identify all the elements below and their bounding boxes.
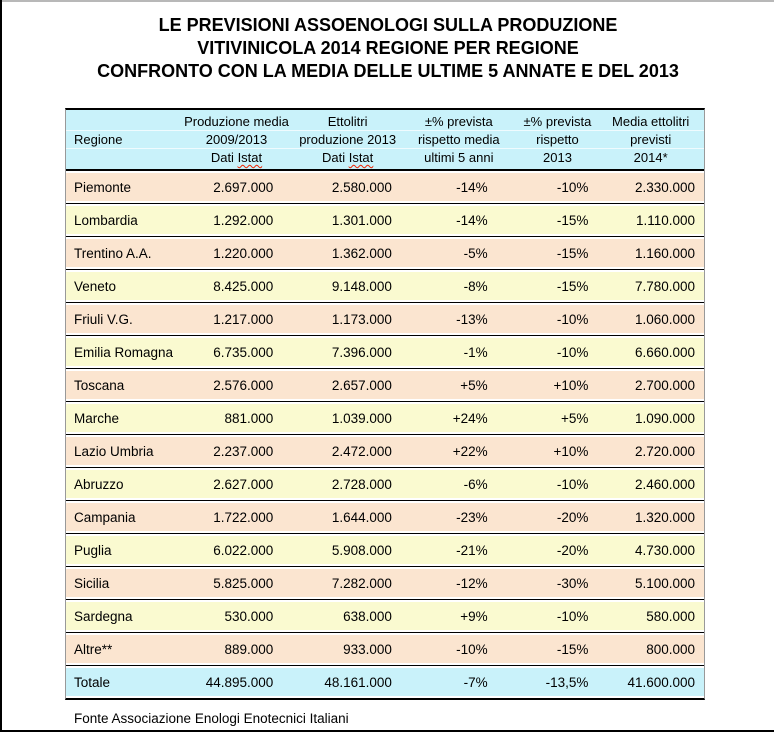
cell-prev2014: 1.320.000 bbox=[634, 509, 696, 525]
table-row bbox=[66, 435, 704, 468]
cell-region: Friuli V.G. bbox=[74, 311, 133, 327]
cell-region: Trentino A.A. bbox=[74, 245, 152, 261]
cell-pct_2013: -13,5% bbox=[545, 674, 589, 690]
header-row bbox=[66, 112, 704, 130]
header-cell: 2009/2013 bbox=[205, 132, 268, 147]
cell-media: 2.576.000 bbox=[213, 377, 274, 393]
header-cell: rispetto media bbox=[417, 132, 500, 147]
cell-region: Toscana bbox=[74, 377, 125, 393]
cell-region: Sardegna bbox=[74, 608, 133, 624]
cell-ett2013: 7.282.000 bbox=[331, 575, 392, 591]
cell-ett2013: 933.000 bbox=[343, 641, 392, 657]
table-row bbox=[66, 237, 704, 270]
cell-prev2014: 2.460.000 bbox=[634, 476, 696, 492]
table-row bbox=[66, 567, 704, 600]
cell-pct_media: +9% bbox=[460, 608, 488, 624]
header-row bbox=[66, 148, 704, 166]
header-cell: Dati Istat bbox=[321, 150, 374, 165]
header-row bbox=[66, 130, 704, 148]
cell-pct_2013: -10% bbox=[556, 311, 589, 327]
cell-pct_2013: -15% bbox=[556, 278, 589, 294]
cell-ett2013: 2.657.000 bbox=[331, 377, 392, 393]
row-band bbox=[66, 536, 704, 564]
header-cell: Produzione media bbox=[184, 113, 289, 129]
cell-ett2013: 9.148.000 bbox=[331, 278, 392, 294]
cell-prev2014: 7.780.000 bbox=[634, 278, 696, 294]
cell-prev2014: 5.100.000 bbox=[634, 575, 696, 591]
table-row bbox=[66, 171, 704, 204]
cell-prev2014: 2.720.000 bbox=[634, 443, 696, 459]
row-band bbox=[66, 404, 704, 432]
cell-pct_2013: -20% bbox=[556, 542, 589, 558]
cell-ett2013: 5.908.000 bbox=[331, 542, 392, 558]
table-row bbox=[66, 600, 704, 633]
cell-prev2014: 800.000 bbox=[646, 641, 696, 657]
cell-media: 1.292.000 bbox=[213, 212, 274, 228]
header-cell: previsti bbox=[630, 132, 672, 147]
cell-region: Veneto bbox=[74, 278, 117, 294]
cell-ett2013: 1.039.000 bbox=[331, 410, 392, 426]
table-row bbox=[66, 270, 704, 303]
header-cell: rispetto bbox=[536, 132, 579, 147]
cell-prev2014: 2.700.000 bbox=[634, 377, 696, 393]
source-note: Fonte Associazione Enologi Enotecnici Italiani bbox=[74, 711, 349, 726]
cell-region: Marche bbox=[74, 410, 120, 426]
cell-pct_media: -5% bbox=[463, 245, 488, 261]
cell-prev2014: 1.090.000 bbox=[634, 410, 696, 426]
cell-pct_2013: -15% bbox=[556, 641, 589, 657]
cell-ett2013: 2.580.000 bbox=[331, 179, 392, 195]
header-cell: 2014* bbox=[633, 150, 668, 165]
table-row bbox=[66, 633, 704, 666]
header-cell: Dati Istat bbox=[210, 150, 263, 165]
cell-prev2014: 6.660.000 bbox=[634, 344, 696, 360]
row-band bbox=[66, 503, 704, 531]
cell-media: 1.220.000 bbox=[213, 245, 274, 261]
cell-region: Altre** bbox=[74, 641, 113, 657]
cell-pct_media: -1% bbox=[463, 344, 488, 360]
cell-region: Totale bbox=[74, 674, 111, 690]
row-band bbox=[66, 371, 704, 399]
cell-ett2013: 638.000 bbox=[343, 608, 392, 624]
cell-pct_media: -23% bbox=[456, 509, 488, 525]
cell-pct_media: -6% bbox=[463, 476, 488, 492]
header-cell: Ettolitri bbox=[327, 113, 368, 129]
row-band bbox=[66, 272, 704, 300]
title-line-2: VITIVINICOLA 2014 REGIONE PER REGIONE bbox=[197, 38, 579, 58]
row-band bbox=[66, 305, 704, 333]
table-row bbox=[66, 468, 704, 501]
row-band bbox=[66, 173, 704, 201]
table-row bbox=[66, 303, 704, 336]
cell-region: Sicilia bbox=[74, 575, 110, 591]
cell-prev2014: 1.060.000 bbox=[634, 311, 696, 327]
cell-pct_2013: -10% bbox=[556, 179, 589, 195]
cell-prev2014: 41.600.000 bbox=[627, 674, 696, 690]
cell-media: 530.000 bbox=[224, 608, 274, 624]
cell-region: Puglia bbox=[74, 542, 112, 558]
cell-pct_2013: -10% bbox=[556, 608, 589, 624]
table-total-row bbox=[66, 666, 704, 698]
cell-region: Piemonte bbox=[74, 179, 132, 195]
cell-pct_2013: -20% bbox=[556, 509, 589, 525]
spellcheck-word: Istat bbox=[237, 150, 263, 165]
cell-ett2013: 48.161.000 bbox=[324, 674, 392, 690]
row-band bbox=[66, 338, 704, 366]
table-row bbox=[66, 204, 704, 237]
cell-media: 889.000 bbox=[224, 641, 274, 657]
cell-ett2013: 2.728.000 bbox=[331, 476, 392, 492]
cell-pct_2013: +10% bbox=[553, 443, 589, 459]
cell-media: 2.627.000 bbox=[213, 476, 274, 492]
cell-pct_media: -14% bbox=[456, 212, 488, 228]
cell-pct_2013: -15% bbox=[556, 245, 589, 261]
row-band bbox=[66, 206, 704, 234]
header-cell: ±% prevista bbox=[424, 113, 493, 129]
row-band bbox=[66, 437, 704, 465]
header-cell: 2013 bbox=[543, 150, 572, 165]
header-cell: Media ettolitri bbox=[612, 113, 690, 129]
cell-prev2014: 580.000 bbox=[646, 608, 696, 624]
cell-prev2014: 1.110.000 bbox=[635, 212, 696, 228]
cell-pct_media: +22% bbox=[452, 443, 488, 459]
cell-media: 1.722.000 bbox=[213, 509, 274, 525]
cell-pct_media: -12% bbox=[456, 575, 488, 591]
row-band bbox=[66, 239, 704, 267]
cell-pct_media: -21% bbox=[456, 542, 488, 558]
table-row bbox=[66, 369, 704, 402]
cell-media: 6.022.000 bbox=[213, 542, 274, 558]
cell-pct_2013: -10% bbox=[556, 476, 589, 492]
cell-prev2014: 4.730.000 bbox=[634, 542, 696, 558]
cell-pct_media: -8% bbox=[463, 278, 488, 294]
cell-region: Lombardia bbox=[74, 212, 138, 228]
row-band bbox=[66, 635, 704, 663]
cell-media: 5.825.000 bbox=[213, 575, 274, 591]
cell-pct_2013: -30% bbox=[556, 575, 589, 591]
cell-ett2013: 1.173.000 bbox=[331, 311, 392, 327]
table-row bbox=[66, 501, 704, 534]
cell-media: 2.237.000 bbox=[213, 443, 274, 459]
row-band bbox=[66, 569, 704, 597]
spellcheck-word: Istat bbox=[348, 150, 374, 165]
cell-ett2013: 1.301.000 bbox=[331, 212, 392, 228]
cell-media: 8.425.000 bbox=[213, 278, 274, 294]
cell-media: 1.217.000 bbox=[213, 311, 274, 327]
cell-region: Abruzzo bbox=[74, 476, 124, 492]
cell-region: Campania bbox=[74, 509, 136, 525]
cell-pct_media: +24% bbox=[452, 410, 488, 426]
row-band bbox=[66, 602, 704, 630]
cell-ett2013: 7.396.000 bbox=[331, 344, 392, 360]
cell-prev2014: 2.330.000 bbox=[634, 179, 696, 195]
cell-ett2013: 1.362.000 bbox=[331, 245, 392, 261]
cell-pct_media: -10% bbox=[456, 641, 488, 657]
header-cell: ±% prevista bbox=[523, 113, 592, 129]
cell-region: Emilia Romagna bbox=[74, 344, 174, 360]
cell-pct_media: -7% bbox=[463, 674, 488, 690]
cell-ett2013: 1.644.000 bbox=[331, 509, 392, 525]
cell-prev2014: 1.160.000 bbox=[634, 245, 696, 261]
table-row bbox=[66, 336, 704, 369]
cell-pct_media: -14% bbox=[456, 179, 488, 195]
cell-pct_2013: +10% bbox=[553, 377, 589, 393]
cell-media: 44.895.000 bbox=[205, 674, 274, 690]
row-band bbox=[66, 668, 704, 696]
table-body bbox=[66, 171, 704, 698]
row-band bbox=[66, 470, 704, 498]
header-cell: Regione bbox=[74, 132, 123, 147]
cell-media: 6.735.000 bbox=[213, 344, 274, 360]
title-line-3: CONFRONTO CON LA MEDIA DELLE ULTIME 5 ANNATE E DEL 2013 bbox=[97, 61, 679, 81]
cell-media: 2.697.000 bbox=[213, 179, 274, 195]
header-cell: produzione 2013 bbox=[299, 132, 397, 147]
header-cell: ultimi 5 anni bbox=[424, 150, 494, 165]
cell-region: Lazio Umbria bbox=[74, 443, 154, 459]
production-table bbox=[65, 108, 705, 700]
table-row bbox=[66, 534, 704, 567]
cell-pct_media: -13% bbox=[456, 311, 488, 327]
cell-pct_media: +5% bbox=[460, 377, 488, 393]
table-header bbox=[66, 110, 704, 171]
title-line-1: LE PREVISIONI ASSOENOLOGI SULLA PRODUZIONE bbox=[158, 15, 618, 35]
table-row bbox=[66, 402, 704, 435]
cell-pct_2013: -10% bbox=[556, 344, 589, 360]
cell-pct_2013: +5% bbox=[560, 410, 589, 426]
cell-ett2013: 2.472.000 bbox=[331, 443, 392, 459]
page-title bbox=[2, 14, 774, 83]
cell-media: 881.000 bbox=[224, 410, 274, 426]
cell-pct_2013: -15% bbox=[556, 212, 589, 228]
content-area bbox=[2, 108, 774, 726]
